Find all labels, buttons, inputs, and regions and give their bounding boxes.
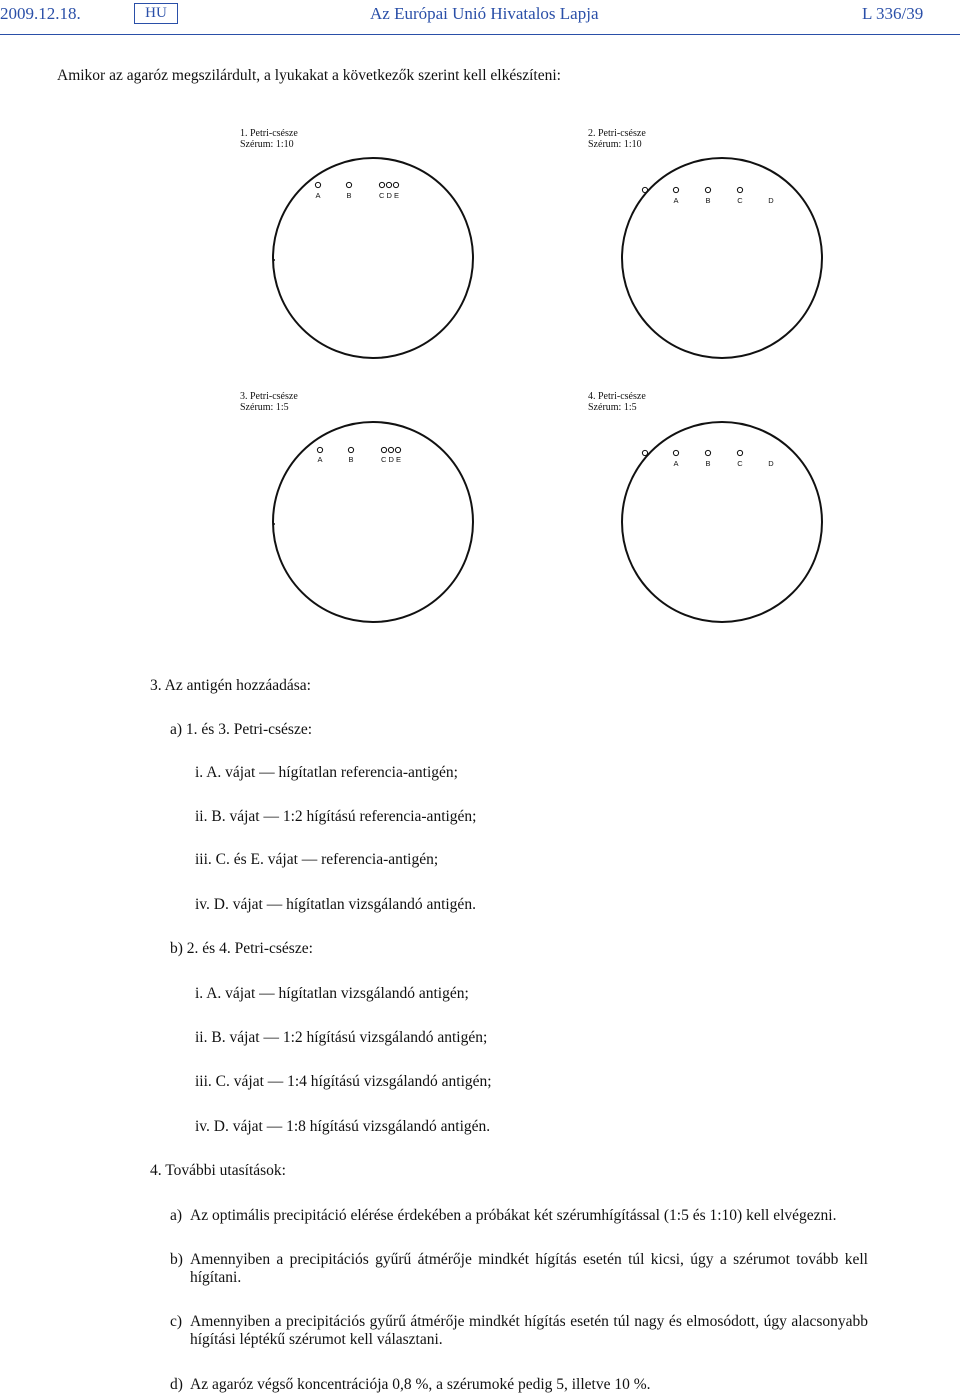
language-badge: HU <box>134 3 178 24</box>
dish-3-well-label-cde: C D E <box>380 455 402 464</box>
publication-date: 2009.12.18. <box>0 4 81 23</box>
dish-1-well-b <box>346 182 351 187</box>
dish-2-well-b <box>705 187 710 192</box>
section-3b-item-2: ii. B. vájat — 1:2 hígítású vizsgálandó antigén; <box>195 1029 488 1046</box>
dish-2-name: 2. Petri-csésze <box>588 128 646 139</box>
dish-4-name: 4. Petri-csésze <box>588 391 646 402</box>
section-4a-letter: a) <box>170 1207 183 1224</box>
dish-2-outline <box>622 158 822 358</box>
dish-3-well-b <box>348 447 353 452</box>
section-3b-title: b) 2. és 4. Petri-csésze: <box>170 940 313 957</box>
dish-4-serum: Szérum: 1:5 <box>588 402 637 413</box>
dish-3-edge-mark <box>273 523 275 525</box>
dish-3-well-c <box>381 447 386 452</box>
dish-1-well-label-a: A <box>315 191 321 200</box>
section-3a-item-4: iv. D. vájat — hígítatlan vizsgálandó antigén. <box>195 896 476 913</box>
dish-2-well-c <box>737 187 742 192</box>
dish-3-well-label-a: A <box>317 455 323 464</box>
section-4b-letter: b) <box>170 1251 183 1268</box>
section-4d-letter: d) <box>170 1376 183 1393</box>
dish-3-well-d <box>388 447 393 452</box>
petri-dish-1 <box>273 158 473 358</box>
dish-2-well-label-c: C <box>737 196 743 205</box>
section-4-title: 4. További utasítások: <box>150 1162 286 1179</box>
dish-4-outline <box>622 422 822 622</box>
dish-4-well-label-c: C <box>737 459 743 468</box>
dish-3-well-e <box>395 447 400 452</box>
dish-4-well-label-a: A <box>673 459 679 468</box>
dish-1-well-label-cde: C D E <box>378 191 400 200</box>
section-4d-text: Az agaróz végső koncentrációja 0,8 %, a szérumoké pedig 5, illetve 10 %. <box>190 1376 651 1393</box>
journal-title: Az Európai Unió Hivatalos Lapja <box>370 4 599 23</box>
dish-4-edge-well <box>642 450 647 455</box>
section-3a-item-3: iii. C. és E. vájat — referencia-antigén; <box>195 851 439 868</box>
dish-4-well-label-b: B <box>705 459 711 468</box>
petri-dish-4 <box>622 422 822 622</box>
dish-1-well-d <box>386 182 391 187</box>
dish-3-outline <box>273 422 473 622</box>
section-4c-letter: c) <box>170 1313 183 1330</box>
section-3-title: 3. Az antigén hozzáadása: <box>150 677 311 694</box>
dish-4-well-label-d: D <box>768 459 774 468</box>
dish-3-well-a <box>317 447 322 452</box>
dish-3-wells <box>317 447 400 452</box>
dish-4-wells <box>642 450 742 455</box>
dish-4-well-c <box>737 450 742 455</box>
dish-4-well-a <box>673 450 678 455</box>
petri-dish-figure <box>0 0 960 660</box>
section-3b-item-1: i. A. vájat — hígítatlan vizsgálandó antigén; <box>195 985 469 1002</box>
page-reference: L 336/39 <box>862 4 924 23</box>
section-4a-text: Az optimális precipitáció elérése érdekében a próbákat két szérumhígítással (1:5 és 1:10) kell elvégezni. <box>190 1207 837 1224</box>
dish-3-serum: Szérum: 1:5 <box>240 402 289 413</box>
petri-dish-3 <box>273 422 473 622</box>
dish-1-well-label-b: B <box>346 191 352 200</box>
dish-1-outline <box>273 158 473 358</box>
dish-4-well-b <box>705 450 710 455</box>
section-3b-item-4: iv. D. vájat — 1:8 hígítású vizsgálandó antigén. <box>195 1118 491 1135</box>
petri-dish-2 <box>622 158 822 358</box>
dish-2-well-label-b: B <box>705 196 711 205</box>
dish-1-serum: Szérum: 1:10 <box>240 139 294 150</box>
section-3b-item-3: iii. C. vájat — 1:4 hígítású vizsgálandó antigén; <box>195 1073 492 1090</box>
section-3a-item-1: i. A. vájat — hígítatlan referencia-antigén; <box>195 764 458 781</box>
section-4b-text: Amennyiben a precipitációs gyűrű átmérője mindkét hígítás esetén túl kicsi, úgy a szérumot tovább kell hígítani. <box>190 1251 868 1286</box>
section-4c-text: Amennyiben a precipitációs gyűrű átmérője mindkét hígítás esetén túl nagy és elmosódott, úgy alacsonyabb hígítási léptékű szérumot kell választani. <box>190 1313 868 1348</box>
dish-3-name: 3. Petri-csésze <box>240 391 298 402</box>
section-3a-item-2: ii. B. vájat — 1:2 hígítású referencia-antigén; <box>195 808 477 825</box>
section-3a-title: a) 1. és 3. Petri-csésze: <box>170 721 313 738</box>
dish-2-edge-well <box>642 187 647 192</box>
dish-1-well-e <box>393 182 398 187</box>
dish-2-well-a <box>673 187 678 192</box>
dish-2-well-label-a: A <box>673 196 679 205</box>
dish-1-well-c <box>379 182 384 187</box>
dish-2-wells <box>642 187 742 192</box>
dish-1-edge-mark <box>273 259 275 261</box>
dish-1-wells <box>315 182 398 187</box>
intro-text: Amikor az agaróz megszilárdult, a lyukakat a következők szerint kell elkészíteni: <box>57 67 561 84</box>
dish-2-serum: Szérum: 1:10 <box>588 139 642 150</box>
dish-3-well-label-b: B <box>348 455 354 464</box>
dish-1-well-a <box>315 182 320 187</box>
dish-1-name: 1. Petri-csésze <box>240 128 298 139</box>
dish-2-well-label-d: D <box>768 196 774 205</box>
